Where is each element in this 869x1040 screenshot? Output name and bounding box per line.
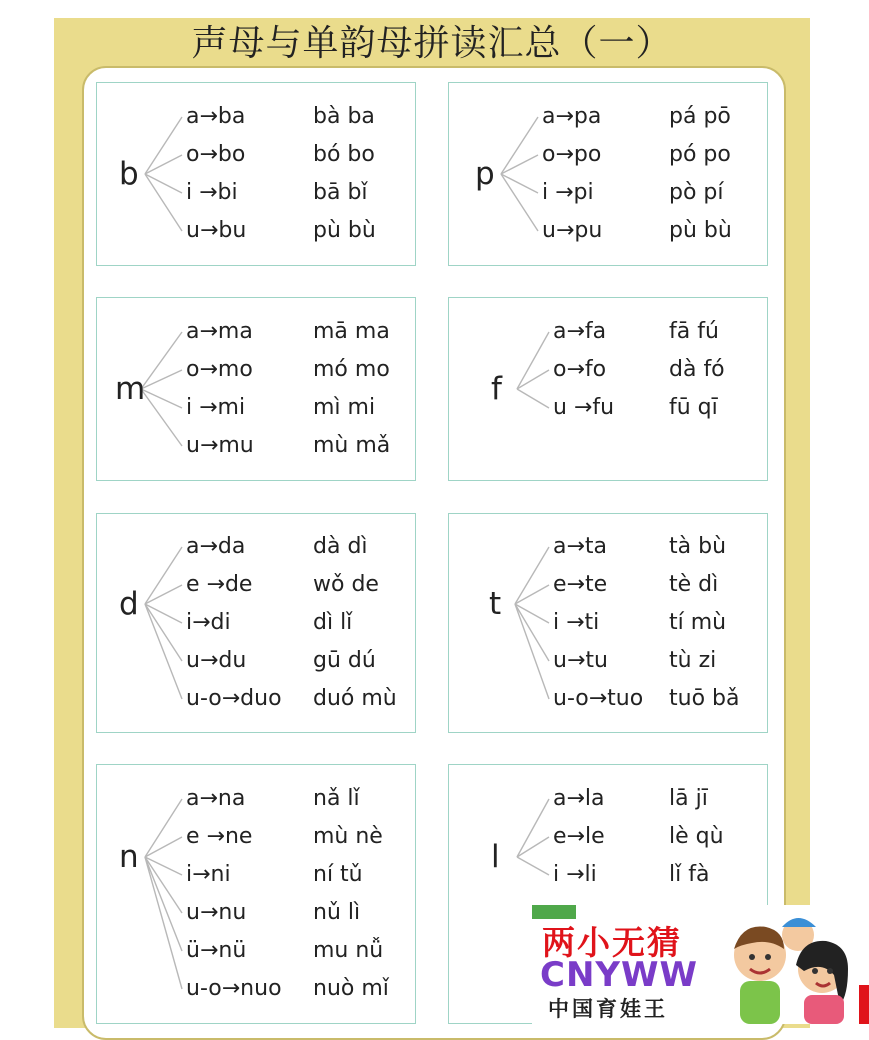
- example-word: dà fó: [669, 357, 725, 382]
- example-word: lǐ fà: [669, 862, 710, 887]
- example-word: ní tǔ: [313, 862, 363, 887]
- example-word: pù bù: [313, 218, 376, 243]
- fan-line: [517, 389, 549, 408]
- watermark-logo: [532, 905, 869, 1024]
- spelling-rule: a→pa: [542, 104, 602, 129]
- fan-line: [501, 174, 538, 231]
- card-m: [96, 297, 416, 481]
- spelling-rule: i →ti: [553, 610, 600, 635]
- spelling-rule: a→la: [553, 786, 605, 811]
- spelling-rule: a→fa: [553, 319, 607, 344]
- example-word: fā fú: [669, 319, 719, 344]
- example-word: tuō bǎ: [669, 686, 740, 711]
- spelling-rule: e →de: [186, 572, 253, 597]
- spelling-rule: u→tu: [553, 648, 608, 673]
- example-word: tè dì: [669, 572, 719, 597]
- example-word: mù mǎ: [313, 433, 391, 458]
- example-word: gū dú: [313, 648, 376, 673]
- spelling-rule: i →bi: [186, 180, 238, 205]
- example-word: nǔ lì: [313, 900, 361, 925]
- spelling-rule: i→di: [186, 610, 231, 635]
- spelling-rule: a→ba: [186, 104, 246, 129]
- initial-letter: l: [491, 839, 500, 875]
- spelling-rule: i →pi: [542, 180, 594, 205]
- example-word: nuò mǐ: [313, 976, 389, 1001]
- card-t: [448, 513, 768, 733]
- spelling-rule: u→mu: [186, 433, 254, 458]
- fan-line: [145, 174, 182, 231]
- spelling-rule: e→le: [553, 824, 605, 849]
- example-word: bó bo: [313, 142, 375, 167]
- example-word: dà dì: [313, 534, 368, 559]
- fan-line: [517, 332, 549, 389]
- fan-line: [145, 547, 182, 604]
- example-word: bā bǐ: [313, 180, 368, 205]
- example-word: tí mù: [669, 610, 727, 635]
- card-f: [448, 297, 768, 481]
- fan-line: [517, 857, 549, 875]
- example-word: dì lǐ: [313, 610, 353, 635]
- spelling-rule: u →fu: [553, 395, 615, 420]
- example-word: lā jī: [669, 786, 708, 811]
- spelling-rule: a→ma: [186, 319, 253, 344]
- spelling-rule: o→mo: [186, 357, 253, 382]
- example-word: fū qī: [669, 395, 718, 420]
- spelling-rule: ü→nü: [186, 938, 247, 963]
- card-b: [96, 82, 416, 266]
- initial-letter: p: [475, 156, 495, 192]
- example-word: duó mù: [313, 686, 397, 711]
- fan-line: [515, 547, 549, 604]
- spelling-rule: a→na: [186, 786, 246, 811]
- cartoon-kids-icon: [722, 905, 862, 1024]
- card-n: [96, 764, 416, 1024]
- spelling-rule: i→ni: [186, 862, 231, 887]
- card-p: [448, 82, 768, 266]
- example-word: pá pō: [669, 104, 731, 129]
- spelling-rule: e →ne: [186, 824, 253, 849]
- example-word: mì mi: [313, 395, 376, 420]
- fan-line: [145, 117, 182, 174]
- spelling-rule: o→bo: [186, 142, 246, 167]
- example-word: pù bù: [669, 218, 732, 243]
- example-word: tà bù: [669, 534, 727, 559]
- spelling-rule: a→da: [186, 534, 246, 559]
- initial-letter: n: [119, 839, 139, 875]
- fan-line: [145, 799, 182, 857]
- logo-brand: CNYWW: [540, 955, 699, 995]
- logo-title: 两小无猜: [542, 923, 682, 962]
- page-title: 声母与单韵母拼读汇总（一）: [191, 23, 673, 64]
- example-word: tù zi: [669, 648, 717, 673]
- fan-line: [145, 857, 182, 989]
- spelling-rule: o→fo: [553, 357, 607, 382]
- example-word: pó po: [669, 142, 731, 167]
- initial-letter: t: [489, 586, 502, 622]
- spelling-rule: a→ta: [553, 534, 608, 559]
- spelling-rule: u-o→duo: [186, 686, 282, 711]
- fan-line: [141, 332, 182, 389]
- example-word: wǒ de: [313, 572, 379, 597]
- initial-letter: b: [119, 156, 139, 192]
- spelling-rule: e→te: [553, 572, 608, 597]
- spelling-rule: u→du: [186, 648, 247, 673]
- logo-red-strip: [859, 985, 869, 1024]
- initial-letter: d: [119, 586, 139, 622]
- initial-letter: f: [491, 371, 502, 407]
- spelling-rule: i →li: [553, 862, 597, 887]
- fan-line: [141, 389, 182, 446]
- example-word: mù nè: [313, 824, 383, 849]
- spelling-rule: i →mi: [186, 395, 246, 420]
- example-word: bà ba: [313, 104, 375, 129]
- fan-line: [501, 117, 538, 174]
- spelling-rule: u→bu: [186, 218, 247, 243]
- example-word: lè qù: [669, 824, 724, 849]
- spelling-rule: u→nu: [186, 900, 247, 925]
- initial-letter: m: [115, 371, 146, 407]
- example-word: nǎ lǐ: [313, 786, 360, 811]
- example-word: mā ma: [313, 319, 390, 344]
- example-word: pò pí: [669, 180, 724, 205]
- spelling-rule: u-o→nuo: [186, 976, 282, 1001]
- spelling-rule: u-o→tuo: [553, 686, 644, 711]
- spelling-rule: u→pu: [542, 218, 603, 243]
- card-d: [96, 513, 416, 733]
- logo-subtitle: 中国育娃王: [548, 997, 668, 1021]
- spelling-rule: o→po: [542, 142, 602, 167]
- example-word: mó mo: [313, 357, 390, 382]
- fan-line: [517, 799, 549, 857]
- example-word: mu nǚ: [313, 938, 384, 963]
